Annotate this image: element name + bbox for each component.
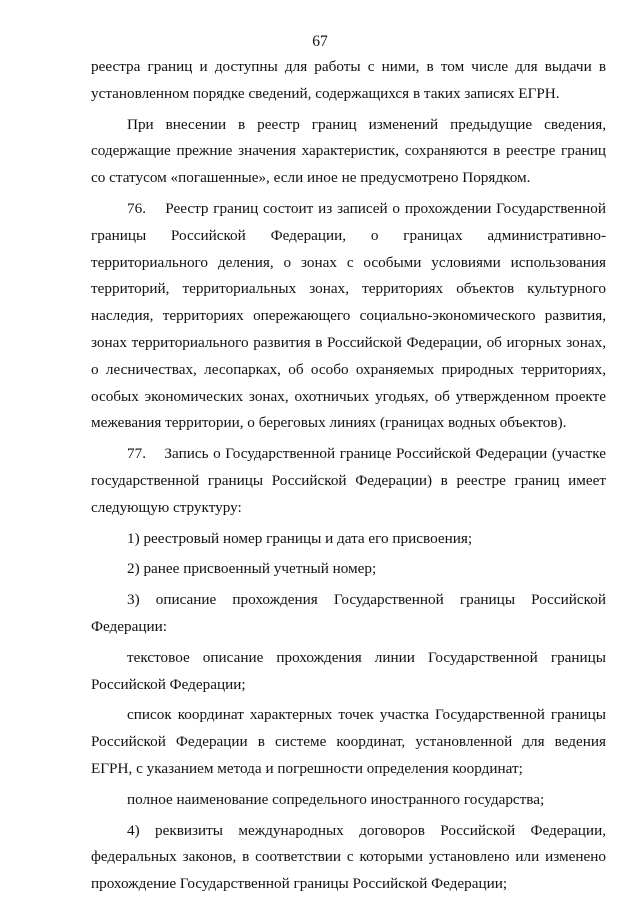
list-subitem-coordinates: список координат характерных точек участка Государственной границы Российской Федерации в системе координат, установленной для ведения ЕГРН, с указанием метода и погрешности определения координат; <box>91 706 606 777</box>
paragraph-changes-note: При внесении в реестр границ изменений предыдущие сведения, содержащие прежние значения характеристик, сохраняются в реестре границ со статусом «погашенные», если иное не предусмотрено Порядком. <box>91 115 606 187</box>
document-body <box>91 54 606 902</box>
list-subitem-text-description: текстовое описание прохождения линии Государственной границы Российской Федерации; <box>91 648 606 693</box>
page-number: 67 <box>312 33 328 50</box>
list-subitem-neighbor-state: полное наименование сопредельного иностранного государства; <box>127 790 545 808</box>
list-item-3: 3) описание прохождения Государственной границы Российской Федерации: <box>91 591 606 635</box>
list-item-1: 1) реестровый номер границы и дата его присвоения; <box>127 529 473 547</box>
paragraph-77: 77. Запись о Государственной границе Российской Федерации (участке государственной границы Российской Федерации) в реестре границ имеет следующую структуру: <box>91 445 606 516</box>
paragraph-76: 76. Реестр границ состоит из записей о прохождении Государственной границы Российской Федерации, о границах административно-территориального деления, о зонах с особыми условиями использования территорий, территориальных зонах, территориях объектов культурного наследия, территориях опережающего социально-экономического развития, зонах территориального развития в Российской Федерации, об игорных зонах, о лесничествах, лесопарках, об особо охраняемых природных территориях, особых экономических зонах, охотничьих угодьях, об утвержденном проекте межевания территории, о береговых линиях (границах водных объектов). <box>91 199 606 432</box>
paragraph-continuation: реестра границ и доступны для работы с ними, в том числе для выдачи в установленном порядке сведений, содержащихся в таких записях ЕГРН. <box>91 58 606 102</box>
list-item-4: 4) реквизиты международных договоров Российской Федерации, федеральных законов, в соответствии с которыми установлено или изменено прохождение Государственной границы Российской Федерации; <box>91 821 606 893</box>
list-item-2: 2) ранее присвоенный учетный номер; <box>127 560 377 578</box>
